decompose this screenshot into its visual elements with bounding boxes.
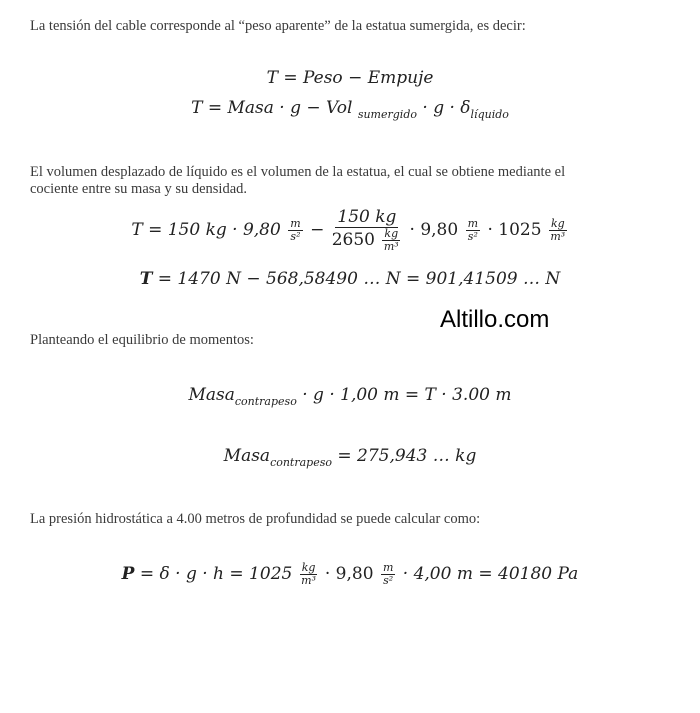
eq-part: · 4,00 m = 40180 Pa [402,564,579,585]
paragraph-momentos: Planteando el equilibrio de momentos: [30,332,254,348]
eq-part: · 9,80 [324,564,374,585]
eq-subscript: contrapeso [234,395,297,408]
equation-tension-result [0,269,700,289]
eq-rhs: = 1470 N − 568,58490 … N = 901,41509 … N [152,269,561,289]
eq-lhs: T [266,68,278,88]
fraction-volume: 150 kg 2650 $\frac{kg}{\text{m³}}$ [331,207,399,253]
eq-part: Masa [223,446,271,466]
paragraph-tension: La tensión del cable corresponde al “peso aparente” de la estatua sumergida, es decir: [30,18,526,34]
eq-part: T = Masa · g − Vol [191,98,358,118]
equation-masa-contrapeso [0,446,700,469]
watermark-logo: Altillo.com [440,306,550,333]
eq-subscript: contrapeso [270,456,332,469]
unit-fraction: $\frac{m}{\text{s²}}$ [382,561,394,588]
equation-tension-numeric [0,208,700,253]
equation-tension-definition [0,68,700,88]
eq-lhs: T [139,269,153,289]
unit-fraction: $\frac{m}{\text{s²}}$ [290,216,301,243]
eq-part: · 9,80 [409,219,459,240]
eq-part: · g · 1,00 m = T · 3.00 m [296,385,512,405]
eq-part: = 275,943 … kg [332,446,477,466]
eq-part: · g · δ [416,98,471,118]
eq-part: Masa [188,385,235,405]
paragraph-presion: La presión hidrostática a 4.00 metros de profundidad se puede calcular como: [30,511,481,527]
eq-part: − [310,219,325,240]
eq-subscript: sumergido [357,108,417,121]
equation-momentos [0,385,700,408]
unit-fraction: $\frac{kg}{\text{m³}}$ [550,216,566,243]
unit-fraction: $\frac{m}{\text{s²}}$ [467,216,479,243]
equation-presion [0,562,700,587]
eq-lhs: P [121,564,135,585]
eq-subscript: líquido [470,108,509,121]
eq-part: = δ · g · h = 1025 [134,564,293,585]
paragraph-volumen-2: cociente entre su masa y su densidad. [30,181,248,197]
equation-tension-expanded [0,98,700,121]
unit-fraction: $\frac{kg}{\text{m³}}$ [301,561,317,588]
eq-rhs: = Peso − Empuje [283,68,434,88]
eq-part: · 1025 [487,219,542,240]
paragraph-volumen-1: El volumen desplazado de líquido es el volumen de la estatua, el cual se obtiene mediante el [30,164,566,180]
eq-part: T = 150 kg · 9,80 [131,219,281,240]
